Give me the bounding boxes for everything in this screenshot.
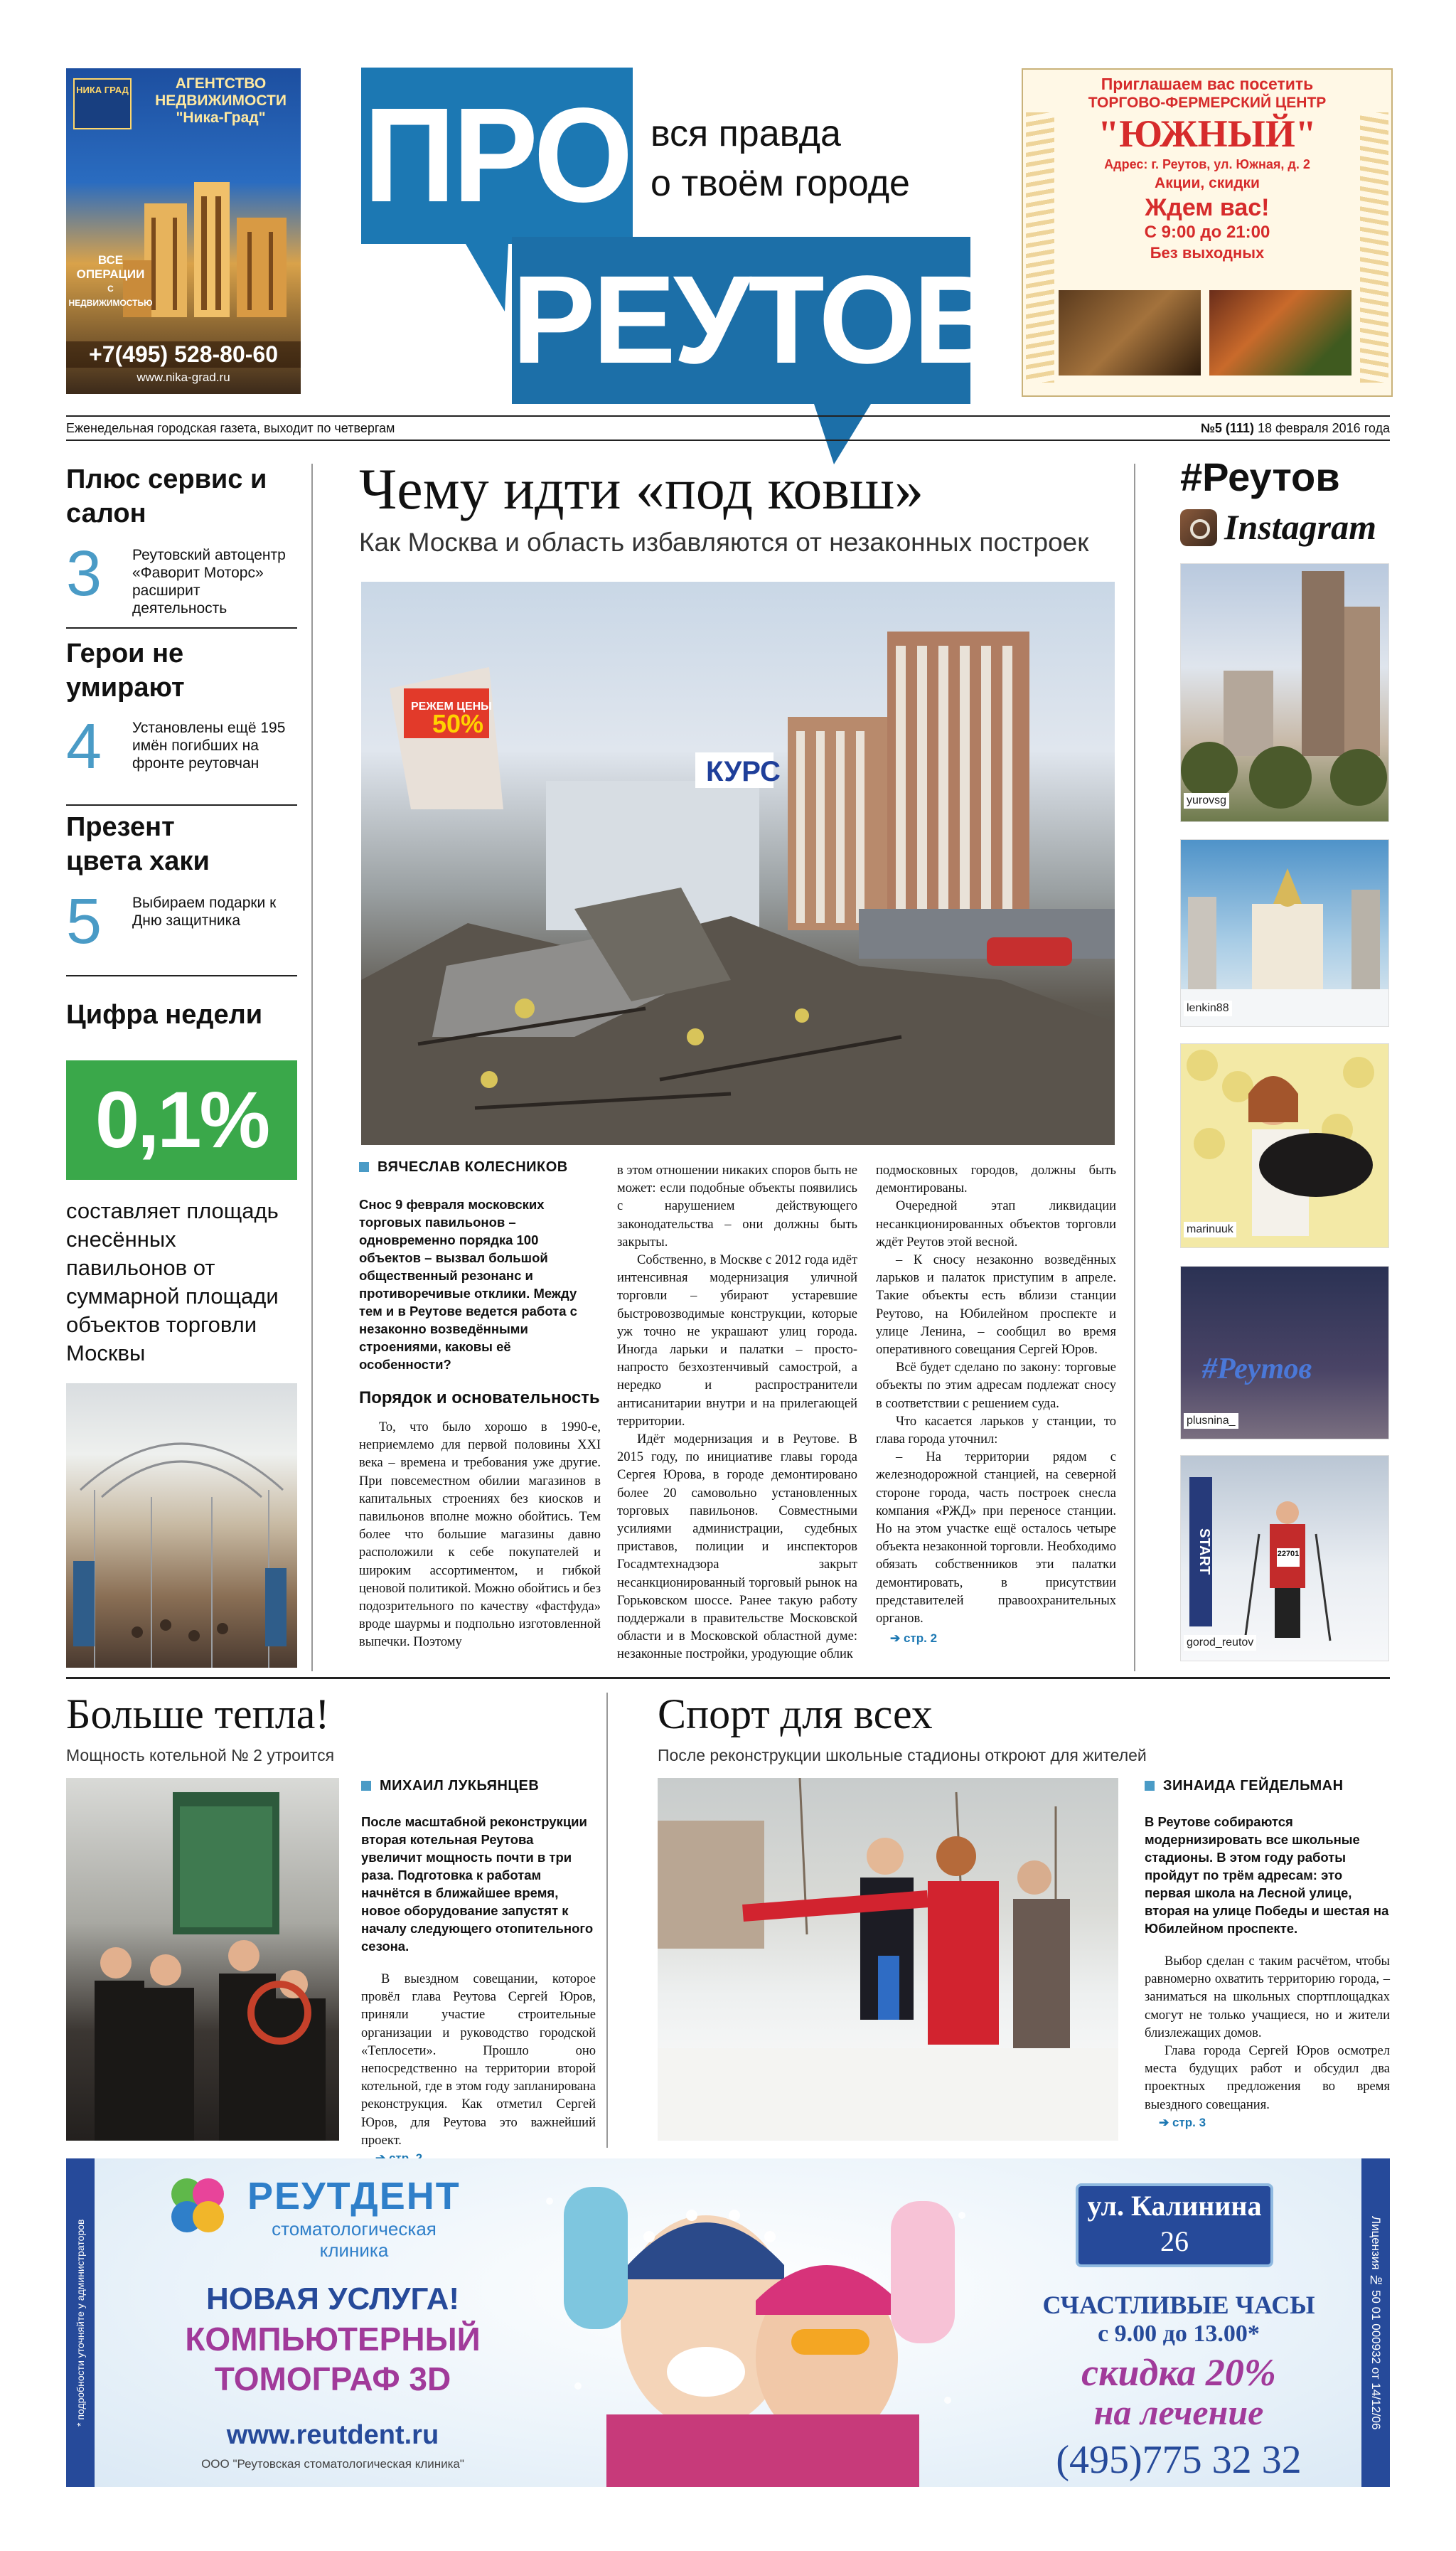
ad-yuzhny-text xyxy=(1023,74,1391,263)
heat-body-paragraph: В выездном совещании, которое провёл глава Реутова Сергей Юров, приняли участие строительные организации и руководство городской «Теплосети». Прошло оно непосредственно на территории второй котельной, где в этом году запланирована реконструкция. Как отметил Сергей Юров, для Реутова это важнейший проект. xyxy=(361,1972,596,2148)
ad-reutdent-phone: (495)775 32 32 xyxy=(1056,2438,1302,2482)
issue-date: 18 февраля 2016 года xyxy=(1257,421,1390,435)
ad-nika-slogan xyxy=(66,253,155,310)
main-see-page-link[interactable]: ➔ стр. 2 xyxy=(890,1631,938,1646)
main-col3-p1: подмосковных городов, должны быть демонтированы. xyxy=(876,1163,1116,1196)
main-article-photo xyxy=(361,582,1115,1145)
column-rule-right xyxy=(1134,464,1135,1671)
main-col-1 xyxy=(359,1159,601,1652)
instagram-logo-icon xyxy=(1180,509,1217,546)
ad-reutdent-site: www.reutdent.ru xyxy=(226,2420,439,2450)
figure-title: Цифра недели xyxy=(66,1000,263,1030)
wheat-left-icon xyxy=(1026,112,1054,383)
main-col1-text xyxy=(359,1419,601,1652)
ad-street: ул. Калинина xyxy=(1087,2190,1262,2222)
photo-sign-percent: 50% xyxy=(432,709,484,738)
sidebar-divider xyxy=(66,804,297,806)
ad-yuzhny-line1: Приглашаем вас посетить xyxy=(1101,75,1314,93)
photo-sign-kurs: КУРС xyxy=(706,756,781,787)
sidebar-item-title: Презент цвета хаки xyxy=(66,812,210,876)
sidebar-item-service[interactable] xyxy=(66,462,297,629)
ad-service2: ТОМОГРАФ 3D xyxy=(214,2360,451,2397)
figure-value: 0,1% xyxy=(95,1075,269,1164)
ad-nika-slogan2: С НЕДВИЖИМОСТЬЮ xyxy=(68,284,153,308)
demolition-scene xyxy=(361,582,1115,1145)
tagline xyxy=(651,109,910,208)
insta-hashtag[interactable]: #Реутов xyxy=(1180,454,1340,499)
insta-photo-5[interactable] xyxy=(1180,1455,1389,1661)
main-col3-p2: Очередной этап ликвидации несанкционированных объектов торговли ждёт Реутов этой весной. xyxy=(876,1199,1116,1250)
sport-photo xyxy=(658,1778,1118,2141)
main-col3-p6: – На территории рядом с железнодорожной станцией, на северной стороне города, часть построек снесла компания «РЖД» при переносе станции. Но на этом участке ещё осталось четыре объекта незаконной торговли. Необходимо обязать собственников эти палатки демонтировать, в присутствии представителей правоохранительных органов. xyxy=(876,1450,1116,1626)
wheat-right-icon xyxy=(1360,112,1388,383)
sport-lead: В Реутове собираются модернизировать все школьные стадионы. В этом году работы пройдут по трём адресам: это первая школа на Лесной улице, вторая на улице Победы и шестая на Юбилейном проспекте. xyxy=(1145,1814,1389,1936)
issue-number: №5 (111) xyxy=(1200,421,1254,435)
main-author-name: ВЯЧЕСЛАВ КОЛЕСНИКОВ xyxy=(378,1159,568,1175)
insta-user: plusnina_ xyxy=(1184,1413,1238,1429)
ad-brand-sub1: стоматологическая xyxy=(272,2218,437,2240)
heat-subtitle: Мощность котельной № 2 утроится xyxy=(66,1746,335,1764)
masthead-logo[interactable] xyxy=(359,66,1001,464)
main-col3-p5: Что касается ларьков у станции, то глава города уточнил: xyxy=(876,1414,1116,1447)
ad-yuzhny-photo-left xyxy=(1059,290,1201,376)
insta-photo-4-sign: #Реутов xyxy=(1202,1353,1312,1385)
ad-reutdent[interactable] xyxy=(66,2158,1390,2487)
heat-author-name: МИХАИЛ ЛУКЬЯНЦЕВ xyxy=(380,1778,540,1794)
sidebar-item-page: 4 xyxy=(66,711,102,782)
ad-reutdent-brand: РЕУТДЕНТ xyxy=(247,2175,461,2217)
gum-arches xyxy=(66,1383,297,1668)
sidebar-item-text: Реутовский автоцентр «Фаворит Моторс» расширит деятельность xyxy=(132,547,286,617)
ad-yuzhny-days: Без выходных xyxy=(1150,244,1265,262)
gum-photo xyxy=(66,1383,297,1668)
sidebar-divider xyxy=(66,975,297,976)
main-col2-p2: Собственно, в Москве с 2012 года идёт интенсивная модернизация уличной торговли – убирают устаревшие быстровозводимые конструкции, которые уж точно не украшают улиц города. Иногда ларьки и палатки – просто-напросто безхозтенчивый самострой, а нередко и распространители антисанитарии внутри и на прилегающей территории. xyxy=(617,1253,857,1429)
clover-logo-icon xyxy=(159,2173,237,2244)
photo-sign-sale: РЕЖЕМ ЦЕНЫ xyxy=(411,701,492,713)
ad-yuzhny-wait: Ждем вас! xyxy=(1145,194,1270,221)
insta-photo-3[interactable] xyxy=(1180,1043,1389,1248)
sidebar-item-heroes[interactable] xyxy=(66,637,297,807)
sidebar-item-page: 5 xyxy=(66,886,102,957)
main-article-subtitle: Как Москва и область избавляются от незаконных построек xyxy=(359,528,1089,557)
heat-title[interactable]: Больше тепла! xyxy=(66,1690,330,1737)
ad-reutdent-discount xyxy=(1012,2352,1346,2432)
instagram-wordmark: Instagram xyxy=(1224,507,1376,547)
sidebar-item-title: Плюс сервис и салон xyxy=(66,464,267,528)
ad-reutdent-legal: ООО "Реутовская стоматологическая клиника" xyxy=(201,2457,464,2471)
sidebar-item-present[interactable] xyxy=(66,810,297,981)
ad-nika-line3: "Ника-Град" xyxy=(176,110,266,126)
kids-winter-photo xyxy=(521,2158,990,2487)
column-rule-left xyxy=(311,464,313,1671)
insta-user: yurovsg xyxy=(1184,793,1229,809)
heat-body xyxy=(361,1971,596,2150)
byline-square-icon xyxy=(1145,1781,1155,1791)
insta-photo-5-bib: 22701 xyxy=(1277,1550,1300,1558)
main-col-2 xyxy=(617,1162,857,1664)
masthead-issue xyxy=(1194,421,1390,436)
sport-title[interactable]: Спорт для всех xyxy=(658,1690,933,1737)
heat-text xyxy=(361,1778,596,2166)
insta-photo-3-scene xyxy=(1181,1044,1388,1247)
sport-body-p1: Выбор сделан с таким расчётом, чтобы равномерно охватить территорию города, – заниматься на школьных спортплощадках смогут не только учащиеся, но и жители близлежащих домов. xyxy=(1145,1954,1390,2040)
ad-yuzhny-line2: ТОРГОВО-ФЕРМЕРСКИЙ ЦЕНТР xyxy=(1088,95,1327,111)
insta-photo-1[interactable] xyxy=(1180,563,1389,822)
ad-reutdent-services xyxy=(173,2279,493,2399)
main-col2-p1: в этом отношении никаких споров быть не может: если подобные объекты появились с нарушением действующего законодательства – они должны быть закрыты. xyxy=(617,1163,857,1250)
masthead-strip-left: Еженедельная городская газета, выходит по четвергам xyxy=(66,421,395,435)
sidebar-divider xyxy=(66,627,297,629)
main-article-title[interactable]: Чему идти «под ковш» xyxy=(359,457,924,521)
ad-nika-site: www.nika-grad.ru xyxy=(136,371,230,384)
insta-photo-1-scene xyxy=(1181,564,1388,821)
masthead-rule-top xyxy=(66,415,1390,417)
logo-pro: ПРО xyxy=(363,80,631,230)
main-col3-p3: – К сносу незаконно возведённых ларьков и палаток приступим в апреле. Такие объекты есть вблизи станции Реутово, на Юбилейном проспекте и улице Ленина, – сообщил во время оперативного совещания Сергей Юров. xyxy=(876,1253,1116,1358)
insta-brand xyxy=(1180,506,1393,549)
ad-hours: с 9.00 до 13.00* xyxy=(1098,2321,1260,2347)
sport-subtitle: После реконструкции школьные стадионы откроют для жителей xyxy=(658,1746,1147,1764)
ad-discount1: скидка 20% xyxy=(1081,2351,1276,2394)
insta-user: gorod_reutov xyxy=(1184,1635,1256,1651)
insta-photo-2[interactable] xyxy=(1180,839,1389,1027)
byline-square-icon xyxy=(361,1781,371,1791)
ad-service1: КОМПЬЮТЕРНЫЙ xyxy=(185,2321,481,2358)
sport-author-name: ЗИНАИДА ГЕЙДЕЛЬМАН xyxy=(1163,1778,1344,1794)
ad-brand-sub2: клиника xyxy=(319,2240,389,2261)
ad-nika-grad[interactable] xyxy=(66,68,301,394)
ad-yuzhny-name: "ЮЖНЫЙ" xyxy=(1098,112,1317,155)
ad-nika-phone: +7(495) 528-80-60 xyxy=(66,341,301,368)
ad-yuzhny-promo: Акции, скидки xyxy=(1155,175,1260,191)
main-col3-p4: Всё будет сделано по закону: торговые объекты по этим адресам подлежат сносу в соответствии с решением суда. xyxy=(876,1360,1116,1411)
figure-text: составляет площадь снесённых павильонов от суммарной площади объектов торговли Москвы xyxy=(66,1198,279,1365)
sidebar-item-text: Установлены ещё 195 имён погибших на фронте реутовчан xyxy=(132,720,286,772)
sport-body-p2: Глава города Сергей Юров осмотрел места будущих работ и обсудил два проектных предложения во время выездного совещания. xyxy=(1145,2044,1390,2112)
insta-photo-5-start-banner: START xyxy=(1189,1477,1212,1626)
ad-reutdent-happy xyxy=(1012,2290,1346,2348)
tagline-line1: вся правда xyxy=(651,113,841,154)
insta-user: lenkin88 xyxy=(1184,1001,1232,1016)
insta-user: marinuuk xyxy=(1184,1222,1236,1237)
sidebar-item-text: Выбираем подарки к Дню защитника xyxy=(132,895,277,929)
main-col2-p3: Идёт модернизация и в Реутове. В 2015 году, по инициативе главы города Сергея Юрова, в городе демонтировано более 20 самовольно установленных торговых павильонов. Совместными усилиями администрации, судебных приставов, полиции и инспекторов Госадмтехнадзора закрыт несанкционированный торговый рынок на Горьковском шоссе. Ранее такую работу поддержали в правительстве Московской области и в Московской областной думе: незаконные постройки, уродующие облик xyxy=(617,1432,857,1662)
ad-house: 26 xyxy=(1160,2225,1189,2257)
byline-square-icon xyxy=(359,1162,369,1172)
figure-value-box xyxy=(66,1060,297,1180)
ad-reutdent-photo xyxy=(521,2158,990,2487)
sidebar-item-title: Герои не умирают xyxy=(66,639,185,703)
lower-row-rule xyxy=(66,1677,1390,1679)
sport-author xyxy=(1145,1778,1390,1794)
heat-lead: После масштабной реконструкции вторая котельная Реутова увеличит мощность почти в три раза. Подготовка к работам начнётся в ближайшее время, новое оборудование запустят к началу следующего отопительного сезона. xyxy=(361,1814,594,1954)
sidebar xyxy=(66,462,297,1668)
ad-yuzhny-photo-right xyxy=(1209,290,1351,376)
heat-author xyxy=(361,1778,596,1794)
main-lead: Снос 9 февраля московских торговых павильонов – одновременно порядка 100 объектов – вызвал большой общественный резонанс и противоречивые отклики. Между тем и в Реутове ведется работа с незаконно возведёнными строениями, каковы её особенности? xyxy=(359,1197,577,1372)
ad-discount2: на лечение xyxy=(1093,2392,1264,2432)
heat-photo xyxy=(66,1778,339,2141)
sidebar-item-page: 3 xyxy=(66,538,102,609)
ad-new-service: НОВАЯ УСЛУГА! xyxy=(205,2281,460,2316)
main-col1-paragraph: То, что было хорошо в 1990-е, неприемлемо для первой половины XXI века – времена и требования уже другие. При повсеместном обилии магазинов в капитальных строениях без киосков и павильонов вполне можно обойтись. Тем более что большие магазины давно расположили к себе покупателей и широким ассортиментом, и гибкой ценовой политикой. Можно обойтись и без подозрительного по качеству «фастфуда» вроде шаурмы и подпольно изготовленной выпечки. Поэтому xyxy=(359,1420,601,1650)
ad-nika-line2: НЕДВИЖИМОСТИ xyxy=(155,92,287,109)
ad-reutdent-address-badge xyxy=(1076,2183,1273,2267)
sport-text xyxy=(1145,1778,1390,2130)
ad-nika-slogan1: ВСЕ ОПЕРАЦИИ xyxy=(76,253,145,281)
sport-see-page-link[interactable]: ➔ стр. 3 xyxy=(1159,2115,1206,2129)
lower-row-divider xyxy=(606,1693,608,2148)
main-author xyxy=(359,1159,601,1176)
sport-body xyxy=(1145,1953,1390,2114)
logo-reutov: РЕУТОВ xyxy=(512,250,1001,390)
ad-yuzhny-hours: С 9:00 до 21:00 xyxy=(1144,223,1270,242)
ad-reutdent-brand-sub xyxy=(247,2218,461,2261)
ad-yuzhny[interactable] xyxy=(1022,68,1393,397)
insta-photo-2-scene xyxy=(1181,840,1388,1026)
ad-yuzhny-address: Адрес: г. Реутов, ул. Южная, д. 2 xyxy=(1104,157,1310,171)
ad-happy-hours: СЧАСТЛИВЫЕ ЧАСЫ xyxy=(1042,2291,1315,2319)
ad-nika-line1: АГЕНТСТВО xyxy=(175,75,267,92)
insta-photo-4[interactable] xyxy=(1180,1266,1389,1439)
heat-photo-scene xyxy=(66,1778,339,2141)
ad-nika-logo: НИКА ГРАД xyxy=(73,78,132,129)
sport-photo-scene xyxy=(658,1778,1118,2141)
ad-reutdent-side-right: Лицензия № 50 01 000932 от 14/12/06 xyxy=(1361,2158,1390,2487)
main-subhead: Порядок и основательность xyxy=(359,1388,600,1407)
ad-nika-text xyxy=(144,75,297,127)
tagline-line2: о твоём городе xyxy=(651,163,910,204)
insta-photo-5-skier xyxy=(1181,1456,1388,1661)
main-col-3 xyxy=(876,1162,1116,1647)
masthead-rule-bottom xyxy=(66,440,1390,441)
ad-reutdent-side-left: * подробности уточняйте у администраторов xyxy=(66,2158,95,2487)
